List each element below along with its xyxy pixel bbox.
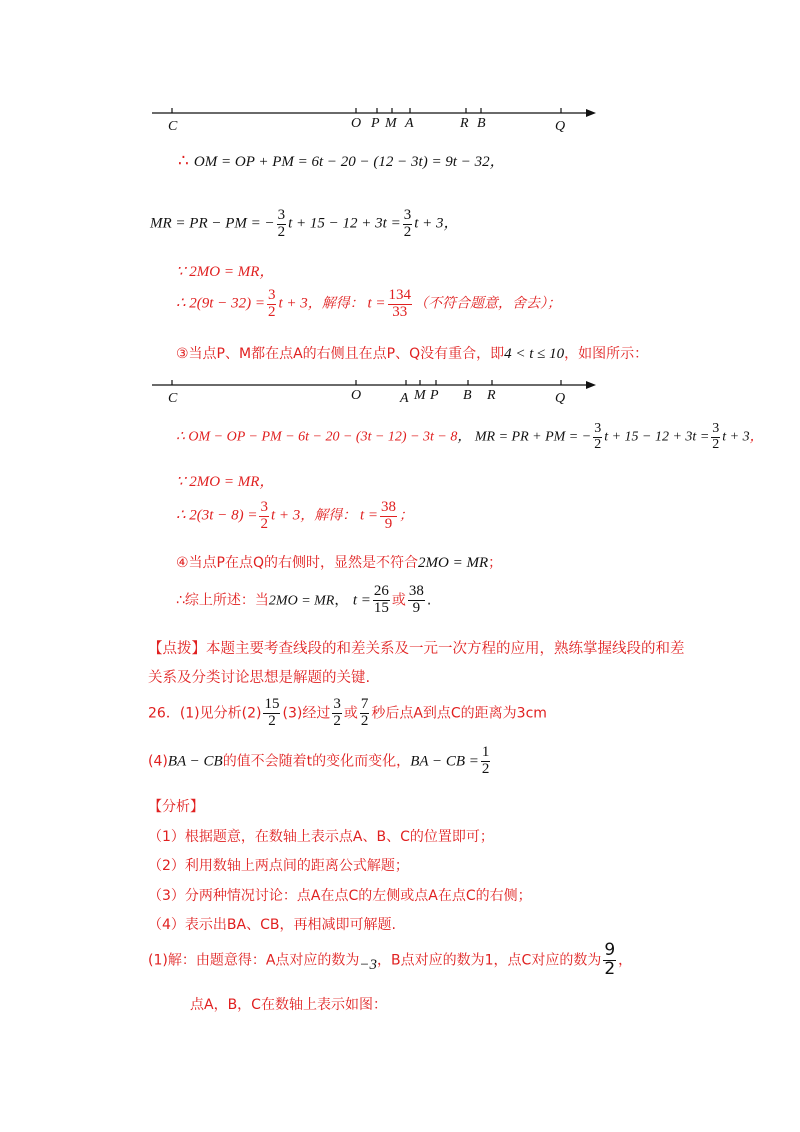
q26-part4-line: (4)BA − CB的值不会随着t的变化而变化，BA − CB = $\frac{1}{2}$ — [148, 744, 490, 777]
given-condition-2: ∵ 2MO = MR， — [176, 474, 275, 490]
nl1-label-a: A — [405, 116, 414, 131]
nl2-label-r: R — [487, 388, 496, 403]
q26-answer-line: 26．(1)见分析(2) $\frac{15}{2}$ (3)经过 $\frac{3}{2}$ 或 $\frac{7}{2}$ 秒后点A到点C的距离为3cm — [148, 696, 547, 729]
analysis-item-3: （3）分两种情况讨论：点A在点C的左侧或点A在点C的右侧； — [148, 888, 532, 904]
analysis-item-2: （2）利用数轴上两点间的距离公式解题； — [148, 858, 409, 874]
nl1-label-c: C — [168, 119, 178, 134]
nl2-label-o: O — [351, 388, 362, 403]
nl1-label-b: B — [477, 116, 486, 131]
analysis-item-4: （4）表示出BA、CB，再相减即可解题. — [148, 917, 396, 933]
nl2-label-a: A — [400, 391, 409, 406]
case-4-statement: ④当点P在点Q的右侧时，显然是不符合2MO = MR； — [176, 555, 503, 571]
equation-om-mr-2: ∴ OM − OP − PM − 6t − 20 − (3t − 12) − 3t − 8， MR = PR + PM = − $\frac{3}{2}$ t + 15 − 12 + 3t = $\frac{3}{2}$ t + 3， — [176, 421, 764, 452]
nl1-label-p: P — [371, 116, 380, 131]
nl2-label-b: B — [463, 388, 472, 403]
equation-solve-2: ∴ 2(3t − 8) = $\frac{3}{2}$ t + 3，解得： t = $\frac{38}{9}$ ； — [176, 499, 414, 532]
equation-solve-1: ∴ 2(9t − 32) = $\frac{3}{2}$ t + 3，解得： t = $\frac{134}{33}$ （不符合题意，舍去）； — [176, 287, 562, 320]
solution-line-2: 点A，B，C在数轴上表示如图： — [190, 997, 387, 1013]
remark-line-2: 关系及分类讨论思想是解题的关键. — [148, 670, 371, 686]
nl2-label-q: Q — [555, 391, 566, 406]
analysis-item-1: （1）根据题意，在数轴上表示点A、B、C的位置即可； — [148, 829, 494, 845]
nl2-label-c: C — [168, 391, 178, 406]
number-line-2 — [150, 372, 600, 410]
given-condition-1: ∵ 2MO = MR， — [176, 264, 275, 280]
solution-line-1: (1)解：由题意得：A点对应的数为−3，B点对应的数为1，点C对应的数为 $\frac{9}{2}$ ， — [148, 940, 633, 979]
nl2-label-m: M — [414, 388, 426, 403]
conclusion-line: ∴综上所述：当2MO = MR， t = $\frac{26}{15}$ 或 $\frac{38}{9}$ . — [176, 583, 432, 616]
nl1-label-r: R — [460, 116, 469, 131]
nl1-label-o: O — [351, 116, 362, 131]
nl2-label-p: P — [430, 388, 439, 403]
equation-mr-1: MR = PR − PM = − $\frac{3}{2}$ t + 15 − 12 + 3t = $\frac{3}{2}$ t + 3， — [150, 207, 459, 240]
number-line-1 — [150, 100, 600, 138]
remark-line-1: 【点拨】本题主要考查线段的和差关系及一元一次方程的应用，熟练掌握线段的和差 — [148, 641, 685, 657]
equation-om-1: ∴ OM = OP + PM = 6t − 20 − (12 − 3t) = 9t − 32， — [178, 151, 505, 171]
analysis-title: 【分析】 — [148, 799, 204, 815]
case-3-heading: ③当点P、M都在点A的右侧且在点P、Q没有重合，即4 < t ≤ 10，如图所示： — [176, 346, 649, 362]
nl1-label-m: M — [385, 116, 397, 131]
nl1-label-q: Q — [555, 119, 566, 134]
